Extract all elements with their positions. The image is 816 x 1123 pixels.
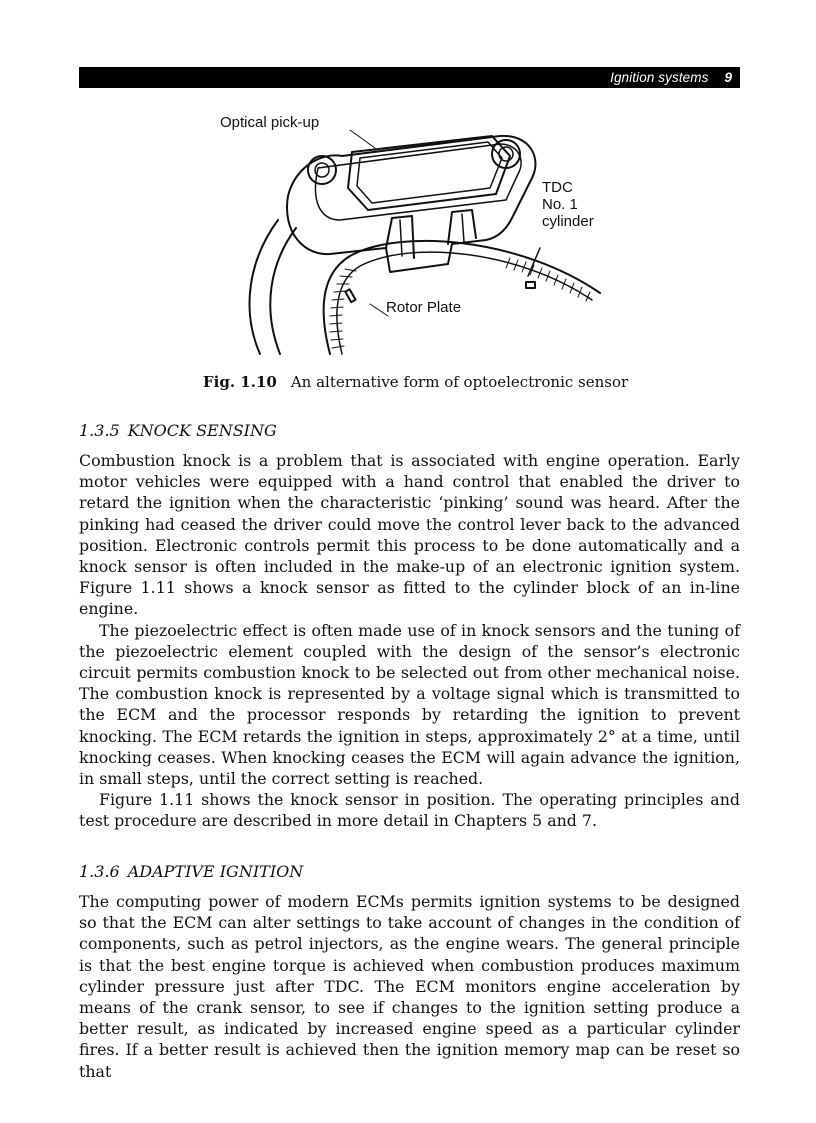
paragraph: The computing power of modern ECMs permits ignition systems to be designed so that the ECM can alter settings to take account of changes in the condition of components, such as petrol injectors, as the engine wears. The general principle is that the best engine torque is achieved when combustion produces maximum cylinder pressure just after TDC. The ECM monitors engine acceleration by means of the crank sensor, to see if changes to the ignition setting produce a better result, as indicated by increased engine speed as a particular cylinder fires. If a better result is achieved then the ignition memory map can be reset so that bbox=[79, 892, 740, 1081]
label-tdc-no1: No. 1 bbox=[542, 196, 578, 213]
figure-caption bbox=[203, 373, 723, 391]
paragraph: Combustion knock is a problem that is associated with engine operation. Early motor vehicles were equipped with a hand control that enabled the driver to retard the ignition when the characteristic ‘pinking’ sound was heard. After the pinking had ceased the driver could move the control lever back to the advanced position. Electronic controls permit this process to be done automatically and a knock sensor is often included in the make-up of an electronic ignition system. Figure 1.11 shows a knock sensor as fitted to the cylinder block of an in-line engine. bbox=[79, 451, 740, 619]
label-optical-pickup: Optical pick-up bbox=[220, 114, 320, 131]
running-head-title: Ignition systems bbox=[610, 70, 709, 85]
label-tdc-cylinder: cylinder bbox=[542, 213, 594, 230]
section-body-adaptive-ignition bbox=[79, 891, 740, 1082]
section-heading-adaptive-ignition bbox=[79, 862, 303, 881]
sensor-drawing bbox=[200, 108, 620, 360]
running-head bbox=[79, 67, 740, 88]
section-title: ADAPTIVE IGNITION bbox=[127, 862, 304, 881]
section-body-knock-sensing bbox=[79, 450, 740, 832]
section-number: 1.3.6 bbox=[79, 862, 120, 881]
section-title: KNOCK SENSING bbox=[127, 421, 277, 440]
label-tdc: TDC bbox=[542, 179, 573, 196]
paragraph: Figure 1.11 shows the knock sensor in position. The operating principles and test procedure are described in more detail in Chapters 5 and 7. bbox=[79, 790, 740, 831]
section-number: 1.3.5 bbox=[79, 421, 120, 440]
section-heading-knock-sensing bbox=[79, 421, 277, 440]
label-rotor-plate: Rotor Plate bbox=[386, 299, 462, 316]
caption-number: Fig. 1.10 bbox=[203, 373, 277, 391]
page-number: 9 bbox=[724, 70, 732, 85]
figure-optoelectronic-sensor bbox=[200, 108, 620, 360]
caption-text: An alternative form of optoelectronic sensor bbox=[290, 373, 629, 391]
paragraph: The piezoelectric effect is often made use of in knock sensors and the tuning of the piezoelectric element coupled with the design of the sensor’s electronic circuit permits combustion knock to be selected out from other mechanical noise. The combustion knock is represented by a voltage signal which is transmitted to the ECM and the processor responds by retarding the ignition to prevent knocking. The ECM retards the ignition in steps, approximately 2° at a time, until knocking ceases. When knocking ceases the ECM will again advance the ignition, in small steps, until the correct setting is reached. bbox=[79, 620, 740, 789]
